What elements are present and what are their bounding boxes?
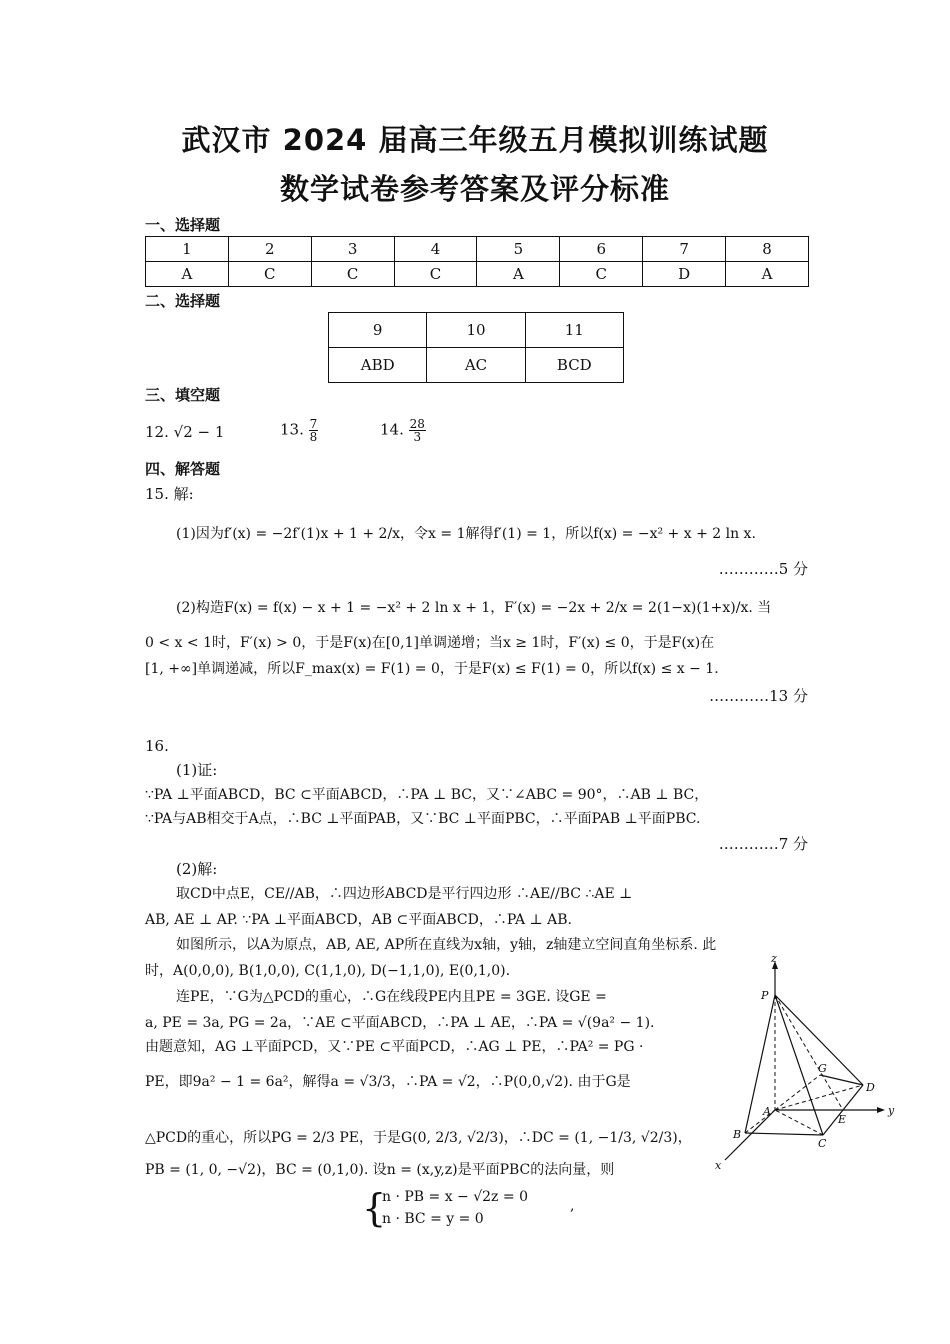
numerator: 7 bbox=[309, 417, 318, 431]
document-subtitle: 数学试卷参考答案及评分标准 bbox=[279, 172, 670, 206]
question-number: 2 bbox=[228, 237, 311, 262]
q16-line: PE，即9a² − 1 = 6a²，解得a = √3/3，∴PA = √2，∴P(0,0,√2). 由于G是 bbox=[145, 1074, 631, 1090]
answer-cell: C bbox=[228, 262, 311, 287]
answer-cell: A bbox=[726, 262, 809, 287]
equation: n · BC = y = 0 bbox=[382, 1211, 484, 1227]
answer-cell: BCD bbox=[525, 348, 623, 383]
label-a: A bbox=[763, 1105, 771, 1118]
q15-part1: (1)因为f′(x) = −2f′(1)x + 1 + 2/x，令x = 1解得f′(1) = 1，所以f(x) = −x² + x + 2 ln x. bbox=[176, 526, 756, 542]
document-title: 武汉市 2024 届高三年级五月模拟训练试题 bbox=[181, 123, 769, 157]
q16-part2-heading: (2)解: bbox=[176, 860, 218, 878]
label-p: P bbox=[761, 989, 769, 1002]
score-mark: …………7 分 bbox=[718, 835, 808, 853]
question-number: 1 bbox=[146, 237, 229, 262]
q15-part2-line1: (2)构造F(x) = f(x) − x + 1 = −x² + 2 ln x + 1，F′(x) = −2x + 2/x = 2(1−x)(1+x)/x. 当 bbox=[176, 600, 772, 616]
geometry-diagram bbox=[705, 955, 905, 1175]
answer-cell: A bbox=[477, 262, 560, 287]
answer-cell: A bbox=[146, 262, 229, 287]
answer-cell: C bbox=[394, 262, 477, 287]
label-z: z bbox=[771, 955, 777, 965]
q15-part2-line3: [1, +∞]单调递减，所以F_max(x) = F(1) = 0，于是F(x) ≤ F(1) = 0，所以f(x) ≤ x − 1. bbox=[145, 661, 719, 677]
fraction bbox=[409, 418, 426, 443]
question-number: 5 bbox=[477, 237, 560, 262]
question-number: 8 bbox=[726, 237, 809, 262]
q16-line: a, PE = 3a, PG = 2a，∵AE ⊂平面ABCD，∴PA ⊥ AE，∴PA = √(9a² − 1). bbox=[145, 1015, 655, 1031]
score-mark: …………5 分 bbox=[718, 560, 808, 578]
q16-line: 取CD中点E，CE//AB，∴四边形ABCD是平行四边形 ∴AE//BC ∴AE ⊥ bbox=[176, 886, 633, 902]
denominator: 3 bbox=[413, 430, 422, 444]
score-mark: …………13 分 bbox=[709, 687, 808, 705]
y-arrow bbox=[877, 1107, 885, 1113]
section-heading-choice: 一、选择题 bbox=[145, 216, 221, 234]
q16-line: △PCD的重心，所以PG = 2/3 PE，于是G(0, 2/3, √2/3)，∴DC = (1, −1/3, √2/3)， bbox=[145, 1130, 692, 1146]
q16-line: PB = (1, 0, −√2)，BC = (0,1,0). 设n = (x,y,z)是平面PBC的法向量，则 bbox=[145, 1162, 615, 1178]
equation: n · PB = x − √2z = 0 bbox=[382, 1189, 528, 1205]
q16-line: 如图所示，以A为原点，AB, AE, AP所在直线为x轴，y轴，z轴建立空间直角坐标系. 此 bbox=[176, 937, 717, 953]
question-label: 12. bbox=[145, 423, 169, 441]
answer-cell: D bbox=[643, 262, 726, 287]
q16-line: AB, AE ⊥ AP. ∵PA ⊥平面ABCD，AB ⊂平面ABCD，∴PA ⊥ AB. bbox=[145, 912, 572, 928]
label-d: D bbox=[866, 1081, 875, 1094]
table-row bbox=[329, 348, 624, 383]
fill-answer-14 bbox=[380, 418, 426, 443]
q16-line: ∵PA ⊥平面ABCD，BC ⊂平面ABCD，∴PA ⊥ BC，又∵∠ABC = 90°，∴AB ⊥ BC， bbox=[145, 787, 709, 803]
question-number: 6 bbox=[560, 237, 643, 262]
label-c: C bbox=[818, 1137, 827, 1150]
q16-line: 由题意知，AG ⊥平面PCD，又∵PE ⊂平面PCD，∴AG ⊥ PE，∴PA² = PG · bbox=[145, 1039, 644, 1055]
edge-gd bbox=[820, 1075, 863, 1085]
label-g: G bbox=[818, 1062, 827, 1075]
table-row bbox=[146, 237, 809, 262]
multi-choice-answer-table bbox=[328, 312, 624, 383]
edge-ad-hidden bbox=[775, 1085, 863, 1110]
answer-cell: C bbox=[311, 262, 394, 287]
q16-line: 连PE，∵G为△PCD的重心，∴G在线段PE内且PE = 3GE. 设GE = bbox=[176, 989, 607, 1005]
label-x: x bbox=[715, 1159, 722, 1172]
label-b: B bbox=[733, 1128, 742, 1141]
q15-part2-line2: 0 < x < 1时，F′(x) > 0，于是F(x)在[0,1]单调递增；当x ≥ 1时，F′(x) ≤ 0，于是F(x)在 bbox=[145, 635, 715, 651]
question-number: 11 bbox=[525, 313, 623, 348]
answer-cell: ABD bbox=[329, 348, 427, 383]
q16-label: 16. bbox=[145, 737, 169, 755]
label-e: E bbox=[838, 1113, 847, 1126]
q16-line: ∵PA与AB相交于A点，∴BC ⊥平面PAB，又∵BC ⊥平面PBC，∴平面PAB ⊥平面PBC. bbox=[145, 811, 701, 827]
answer-cell: AC bbox=[427, 348, 525, 383]
question-number: 4 bbox=[394, 237, 477, 262]
section-heading-solutions: 四、解答题 bbox=[145, 460, 221, 478]
table-row bbox=[146, 262, 809, 287]
edge-bc bbox=[745, 1133, 823, 1135]
label-y: y bbox=[888, 1104, 895, 1117]
question-label: 14. bbox=[380, 420, 404, 439]
equation-system bbox=[362, 1186, 528, 1230]
answer-value: √2 − 1 bbox=[173, 423, 225, 441]
question-number: 3 bbox=[311, 237, 394, 262]
numerator: 28 bbox=[409, 417, 425, 431]
question-number: 9 bbox=[329, 313, 427, 348]
denominator: 8 bbox=[309, 430, 318, 444]
section-heading-fill-blank: 三、填空题 bbox=[145, 386, 221, 404]
q16-line: 时，A(0,0,0), B(1,0,0), C(1,1,0), D(−1,1,0), E(0,1,0). bbox=[145, 963, 511, 979]
question-number: 7 bbox=[643, 237, 726, 262]
brace-symbol: { bbox=[362, 1186, 387, 1230]
question-number: 10 bbox=[427, 313, 525, 348]
choice-answer-table bbox=[145, 236, 809, 287]
q16-part1-heading: (1)证: bbox=[176, 761, 218, 779]
section-heading-multi-choice: 二、选择题 bbox=[145, 292, 221, 310]
fill-answer-12 bbox=[145, 422, 224, 442]
fraction bbox=[309, 418, 319, 443]
table-row bbox=[329, 313, 624, 348]
answer-cell: C bbox=[560, 262, 643, 287]
punctuation: , bbox=[570, 1198, 575, 1214]
q15-label: 15. 解: bbox=[145, 485, 194, 503]
fill-answer-13 bbox=[280, 418, 318, 443]
question-label: 13. bbox=[280, 420, 304, 439]
